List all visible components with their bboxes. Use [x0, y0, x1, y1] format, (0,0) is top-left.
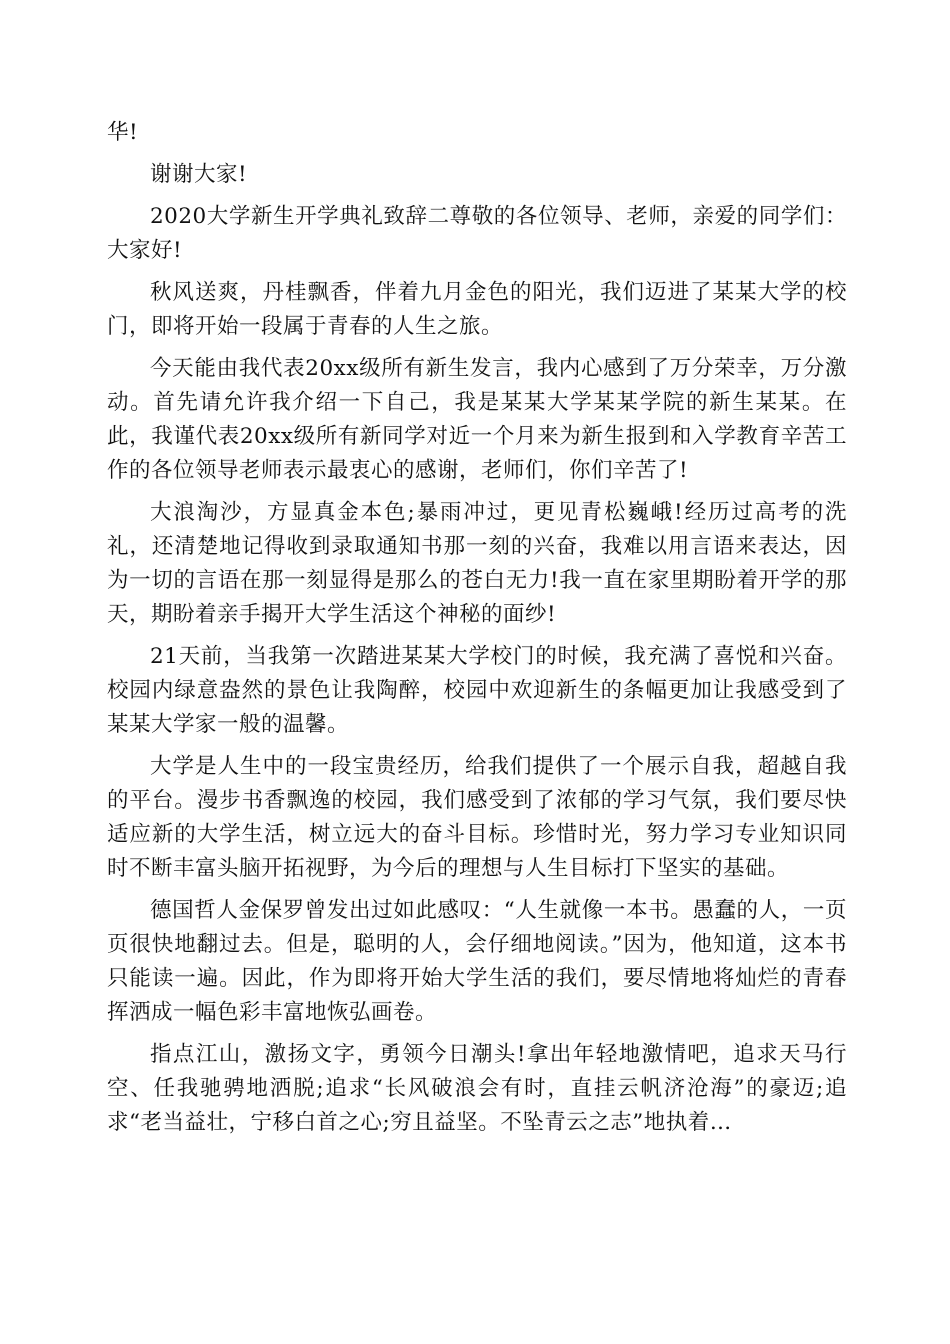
paragraph-7: 21天前，当我第一次踏进某某大学校门的时候，我充满了喜悦和兴奋。校园内绿意盎然的景色让我陶醉，校园中欢迎新生的条幅更加让我感受到了某某大学家一般的温馨。	[107, 644, 847, 737]
paragraph-4: 秋风送爽，丹桂飘香，伴着九月金色的阳光，我们迈进了某某大学的校门，即将开始一段属于青春的人生之旅。	[107, 280, 847, 339]
paragraph-3: 2020大学新生开学典礼致辞二尊敬的各位领导、老师，亲爱的同学们：大家好!	[107, 204, 847, 263]
paragraph-5: 今天能由我代表20xx级所有新生发言，我内心感到了万分荣幸，万分激动。首先请允许我介绍一下自己，我是某某大学某某学院的新生某某。在此，我谨代表20xx级所有新同学对近一个月来为新生报到和入学教育辛苦工作的各位领导老师表示最衷心的感谢，老师们，你们辛苦了!	[107, 356, 847, 483]
paragraph-2: 谢谢大家!	[150, 162, 248, 187]
paragraph-6: 大浪淘沙，方显真金本色;暴雨冲过，更见青松巍峨!经历过高考的洗礼，还清楚地记得收到录取通知书那一刻的兴奋，我难以用言语来表达，因为一切的言语在那一刻显得是那么的苍白无力!我一直在家里期盼着开学的那天，期盼着亲手揭开大学生活这个神秘的面纱!	[107, 500, 847, 627]
paragraph-10: 指点江山，激扬文字，勇领今日潮头!拿出年轻地激情吧，追求天马行空、任我驰骋地洒脱;追求“长风破浪会有时，直挂云帆济沧海”的豪迈;追求“老当益壮，宁移白首之心;穷且益坚。不坠青云之志”地执着…	[107, 1042, 847, 1135]
paragraph-8: 大学是人生中的一段宝贵经历，给我们提供了一个展示自我，超越自我的平台。漫步书香飘逸的校园，我们感受到了浓郁的学习气氛，我们要尽快适应新的大学生活，树立远大的奋斗目标。珍惜时光，努力学习专业知识同时不断丰富头脑开拓视野，为今后的理想与人生目标打下坚实的基础。	[107, 754, 847, 881]
paragraph-9: 德国哲人金保罗曾发出过如此感叹：“人生就像一本书。愚蠢的人，一页页很快地翻过去。但是，聪明的人，会仔细地阅读。”因为，他知道，这本书只能读一遍。因此，作为即将开始大学生活的我们，要尽情地将灿烂的青春挥洒成一幅色彩丰富地恢弘画卷。	[107, 898, 847, 1025]
document-body	[107, 116, 847, 1148]
paragraph-1: 华!	[107, 120, 139, 145]
